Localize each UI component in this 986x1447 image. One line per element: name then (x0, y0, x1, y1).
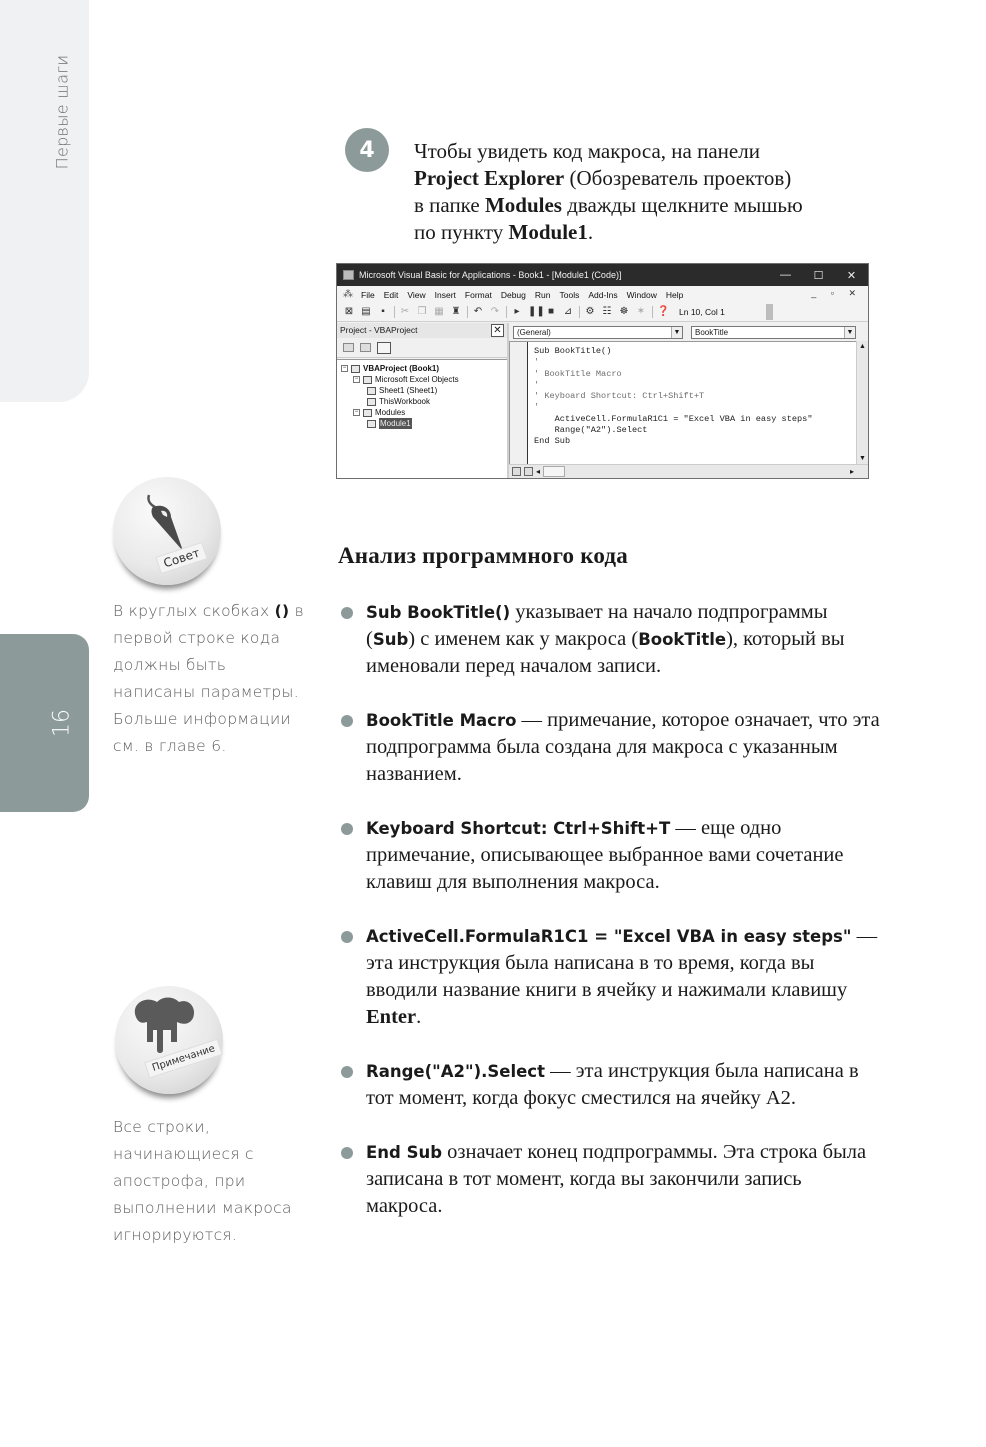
procedure-combo[interactable]: BookTitle ▼ (691, 326, 856, 339)
collapse-icon[interactable]: − (354, 409, 359, 415)
bullet-item: Sub BookTitle() указывает на начало подпрограммы (Sub) с именем как у макроса (BookTitle), который вы именовали перед началом записи. (340, 599, 880, 680)
folder-icon (363, 376, 372, 384)
design-mode-icon[interactable]: ⊿ (563, 306, 573, 317)
menu-help[interactable]: Help (665, 289, 684, 300)
project-explorer-icon[interactable]: ⚙ (585, 306, 595, 317)
chevron-down-icon: ▼ (671, 327, 682, 338)
step-instruction (414, 138, 874, 246)
code-line: ' (534, 379, 540, 390)
reset-icon[interactable]: ■ (547, 306, 555, 317)
procedure-view-icon[interactable] (512, 467, 521, 476)
menu-bar (337, 286, 868, 303)
bullet-dot-icon (341, 607, 353, 619)
code-line: Range("A2").Select (534, 425, 648, 436)
bullet-item: Keyboard Shortcut: Ctrl+Shift+T — еще одно примечание, описывающее выбранное вами сочетание клавиш для выполнения макроса. (340, 815, 880, 896)
step-number-badge: 4 (345, 128, 389, 172)
tip-label: Совет (155, 542, 207, 574)
run-icon[interactable]: ▸ (514, 306, 520, 317)
code-line: ActiveCell.FormulaR1C1 = "Excel VBA in easy steps" (534, 413, 813, 424)
bullet-dot-icon (341, 823, 353, 835)
cursor-position: Ln 10, Col 1 (679, 306, 725, 317)
chevron-down-icon: ▼ (844, 327, 855, 338)
code-window (509, 323, 868, 478)
help-icon[interactable]: ❓ (657, 306, 670, 317)
redo-icon[interactable]: ↷ (490, 306, 500, 317)
code-editor[interactable] (509, 341, 868, 464)
chapter-title: Первые шаги (52, 54, 72, 170)
sheet-icon (367, 398, 376, 406)
full-module-view-icon[interactable] (524, 467, 533, 476)
toolbar-overflow[interactable] (766, 304, 773, 320)
step-line: Чтобы увидеть код макроса, на панели (414, 139, 760, 163)
step-line: по пункту Module1. (414, 220, 594, 244)
code-line: ' BookTitle Macro (534, 368, 622, 379)
menu-format[interactable]: Format (464, 289, 492, 300)
code-line: ' (534, 357, 540, 368)
note-text: Все строки, начинающиеся с апострофа, при выполнении макроса игнорируются. (113, 1118, 292, 1244)
tree-node[interactable]: Sheet1 (Sheet1) (341, 385, 507, 396)
project-explorer-panel (337, 323, 509, 478)
bullet-dot-icon (341, 931, 353, 943)
menu-debug[interactable]: Debug (500, 289, 526, 300)
view-object-icon[interactable] (360, 343, 371, 352)
title-bar (337, 264, 868, 286)
tree-node[interactable]: ThisWorkbook (341, 396, 507, 407)
save-icon[interactable]: ▪ (381, 306, 385, 317)
bullet-item: BookTitle Macro — примечание, которое означает, что эта подпрограмма была создана для макроса с указанным названием. (340, 707, 880, 788)
standard-toolbar (337, 303, 868, 322)
menu-addins[interactable]: Add-Ins (588, 289, 618, 300)
tree-node[interactable]: − Microsoft Excel Objects (354, 375, 459, 384)
minimize-button[interactable]: — (780, 269, 791, 281)
view-code-icon[interactable] (343, 343, 354, 352)
maximize-button[interactable]: ☐ (813, 269, 824, 282)
module-icon (367, 420, 376, 428)
excel-app-icon (343, 270, 354, 280)
horizontal-scrollbar[interactable] (509, 464, 868, 478)
tree-node[interactable]: Module1 (341, 418, 507, 429)
bullet-item: ActiveCell.FormulaR1C1 = "Excel VBA in easy steps" — эта инструкция была написана в то время, когда вы вводили название книги в ячейку и нажимали клавишу Enter. (340, 923, 880, 1031)
menu-insert[interactable]: Insert (434, 289, 456, 300)
section-heading: Анализ программного кода (338, 543, 628, 568)
vertical-scrollbar[interactable] (856, 341, 868, 464)
code-text[interactable] (534, 346, 812, 448)
menu-view[interactable]: View (407, 289, 426, 300)
page-number-tab (0, 634, 89, 812)
close-button[interactable]: ✕ (846, 269, 857, 282)
bullet-item: End Sub означает конец подпрограммы. Эта строка была записана в тот момент, когда вы закончили запись макроса. (340, 1139, 880, 1220)
code-margin (510, 342, 528, 464)
copy-icon[interactable]: ❐ (417, 306, 427, 317)
paste-icon[interactable]: ▦ (434, 306, 444, 317)
properties-icon[interactable]: ☷ (602, 306, 612, 317)
bullet-dot-icon (341, 715, 353, 727)
menu-file[interactable]: File (361, 289, 375, 300)
sheet-icon (367, 387, 376, 395)
note-badge (115, 986, 223, 1094)
bullet-dot-icon (341, 1066, 353, 1078)
code-line: ' (534, 402, 540, 413)
object-combo[interactable]: (General) ▼ (513, 326, 683, 339)
code-line: ' Keyboard Shortcut: Ctrl+Shift+T (534, 391, 705, 402)
break-icon[interactable]: ❚❚ (528, 306, 545, 317)
vba-editor-window (336, 263, 869, 479)
scroll-thumb[interactable] (543, 466, 565, 477)
menu-edit[interactable]: Edit (383, 289, 399, 300)
tip-text: В круглых скобках () в первой строке кода должны быть написаны параметры. Больше информации см. в главе 6. (113, 602, 305, 755)
cut-icon[interactable]: ✂ (400, 306, 410, 317)
undo-icon[interactable]: ↶ (473, 306, 483, 317)
step-line: Project Explorer (Обозреватель проектов) (414, 166, 792, 190)
bullet-item: Range("A2").Select — эта инструкция была написана в тот момент, когда фокус сместился на ячейку A2. (340, 1058, 880, 1112)
window-title: Microsoft Visual Basic for Applications - Book1 - [Module1 (Code)] (359, 270, 622, 280)
chapter-tab (0, 0, 89, 402)
collapse-icon[interactable]: − (342, 365, 347, 371)
tree-node[interactable]: − Modules (354, 408, 406, 417)
object-browser-icon[interactable]: ☸ (619, 306, 629, 317)
tree-node[interactable]: − VBAProject (Book1) (342, 364, 440, 373)
project-panel-title: Project - VBAProject (340, 325, 418, 335)
scroll-right-icon[interactable]: ▸ (849, 467, 854, 476)
collapse-icon[interactable]: − (354, 376, 359, 382)
insert-module-icon[interactable]: ▤ (361, 306, 371, 317)
mdi-window-controls[interactable]: _ ▫ ✕ (811, 288, 862, 298)
chili-pepper-icon (141, 491, 185, 553)
project-tree (337, 359, 507, 478)
scroll-left-icon[interactable]: ◂ (536, 467, 541, 476)
project-panel-close-button[interactable]: ✕ (491, 324, 504, 337)
find-icon[interactable]: ♜ (451, 306, 461, 317)
bullet-list (340, 599, 880, 1247)
menu-window[interactable]: Window (626, 289, 657, 300)
tip-badge (113, 477, 221, 585)
folder-icon (363, 409, 372, 417)
page-number: 16 (49, 709, 75, 737)
view-excel-icon[interactable]: ⊠ (344, 306, 354, 317)
code-line: End Sub (534, 436, 571, 447)
menu-tools[interactable]: Tools (559, 289, 580, 300)
scroll-up-icon[interactable]: ▲ (859, 343, 866, 350)
note-label: Примечание (144, 1038, 223, 1078)
toolbox-icon[interactable]: ✶ (636, 306, 646, 317)
scroll-down-icon[interactable]: ▼ (859, 455, 866, 462)
vba-menu-icon: ⁂ (343, 289, 353, 300)
folder-icon (351, 365, 360, 373)
bullet-dot-icon (341, 1147, 353, 1159)
code-line: Sub BookTitle() (534, 346, 612, 356)
menu-run[interactable]: Run (534, 289, 551, 300)
toggle-folders-icon[interactable] (377, 342, 391, 354)
step-line: в папке Modules дважды щелкните мышью (414, 193, 803, 217)
